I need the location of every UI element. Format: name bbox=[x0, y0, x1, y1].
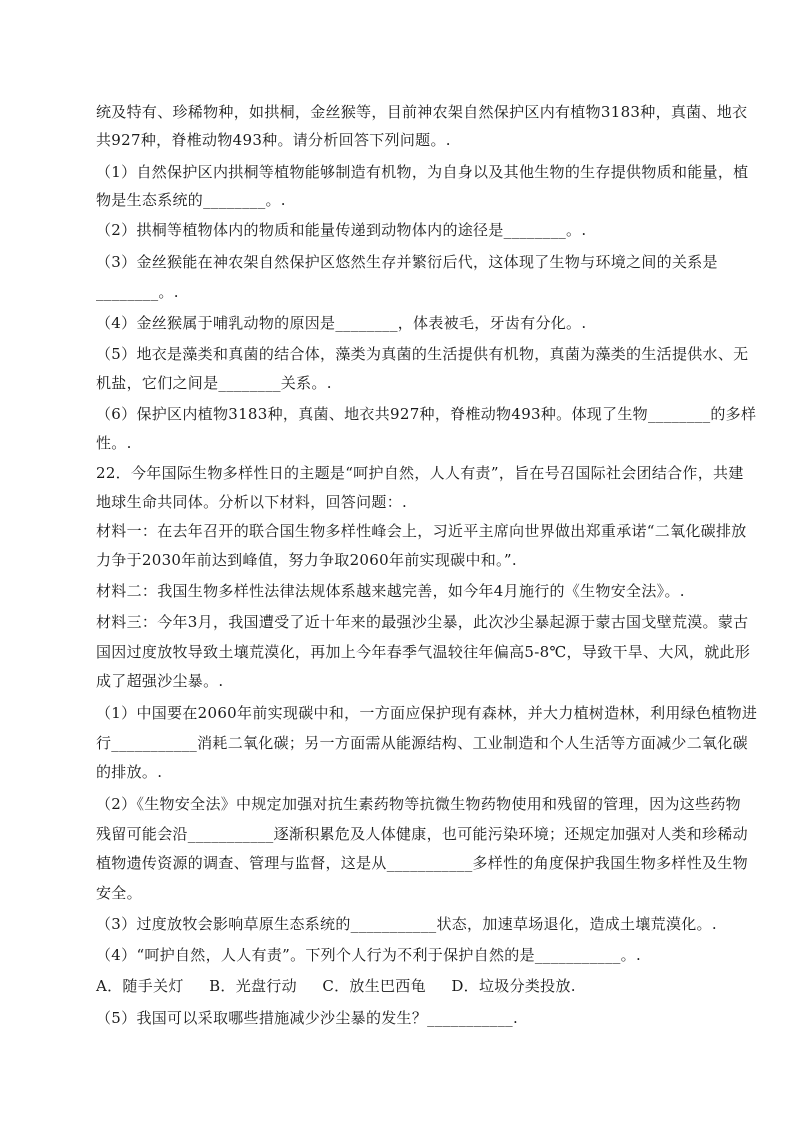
text-line: 国因过度放牧导致土壤荒漠化，再加上今年春季气温较往年偏高5-8℃，导致干旱、大风，就此形 bbox=[96, 643, 751, 661]
text-line: （4）金丝猴属于哺乳动物的原因是________，体表被毛，牙齿有分化。. bbox=[96, 314, 587, 332]
text-line: 地球生命共同体。分析以下材料，回答问题：. bbox=[96, 493, 408, 511]
text-line: 材料一：在去年召开的联合国生物多样性峰会上，习近平主席向世界做出郑重承诺“二氧化碳排放 bbox=[96, 522, 747, 540]
text-line: 力争于2030年前达到峰值，努力争取2060年前实现碳中和。”. bbox=[96, 551, 517, 569]
text-line: 物是生态系统的________。. bbox=[96, 191, 286, 209]
text-line: 机盐，它们之间是________关系。. bbox=[96, 374, 332, 392]
text-line: （3）过度放牧会影响草原生态系统的___________状态，加速草场退化，造成土壤荒漠化。. bbox=[96, 915, 717, 933]
text-line: 性。. bbox=[96, 434, 132, 452]
text-line: 残留可能会沿___________逐渐积累危及人体健康，也可能污染环境；还规定加强对人类和珍稀动 bbox=[96, 825, 748, 843]
text-line: ________。. bbox=[96, 283, 179, 301]
text-line: 22．今年国际生物多样性日的主题是“呵护自然，人人有责”，旨在号召国际社会团结合作，共建 bbox=[96, 464, 744, 482]
text-line: （6）保护区内植物3183种，真菌、地衣共927种，脊椎动物493种。体现了生物________的多样 bbox=[96, 405, 757, 423]
text-line: 材料二：我国生物多样性法律法规体系越来越完善，如今年4月施行的《生物安全法》。. bbox=[96, 582, 685, 600]
text-line: 植物遗传资源的调查、管理与监督，这是从___________多样性的角度保护我国生物多样性及生物 bbox=[96, 854, 748, 872]
text-line: 行___________消耗二氧化碳；另一方面需从能源结构、工业制造和个人生活等方面减少二氧化碳 bbox=[96, 734, 748, 752]
text-line: （4）“呵护自然，人人有责”。下列个人行为不利于保护自然的是___________。. bbox=[96, 946, 642, 964]
text-line: 材料三：今年3月，我国遭受了近十年来的最强沙尘暴，此次沙尘暴起源于蒙古国戈壁荒漠。蒙古 bbox=[96, 613, 749, 631]
text-line: （5）我国可以采取哪些措施减少沙尘暴的发生？___________. bbox=[96, 1009, 519, 1027]
text-line: （1）中国要在2060年前实现碳中和，一方面应保护现有森林，并大力植树造林，利用绿色植物进 bbox=[96, 704, 758, 722]
text-line: 成了超强沙尘暴。. bbox=[96, 672, 224, 690]
text-line: （2）《生物安全法》中规定加强对抗生素药物等抗微生物药物使用和残留的管理，因为这些药物 bbox=[96, 795, 741, 813]
text-line: （5）地衣是藻类和真菌的结合体，藻类为真菌的生活提供有机物，真菌为藻类的生活提供水、无 bbox=[96, 345, 749, 363]
text-line: 统及特有、珍稀物种，如拱桐，金丝猴等，目前神农架自然保护区内有植物3183种，真菌、地衣 bbox=[96, 103, 748, 121]
text-line: 共927种，脊椎动物493种。请分析回答下列问题。. bbox=[96, 131, 451, 149]
text-line: 的排放。. bbox=[96, 763, 163, 781]
text-line: （3）金丝猴能在神农架自然保护区悠然生存并繁衍后代，这体现了生物与环境之间的关系是 bbox=[96, 253, 718, 271]
text-line: （2）拱桐等植物体内的物质和能量传递到动物体内的途径是________。. bbox=[96, 221, 587, 239]
text-line: 安全。 bbox=[96, 884, 142, 902]
text-line: （1）自然保护区内拱桐等植物能够制造有机物，为自身以及其他生物的生存提供物质和能量，植 bbox=[96, 163, 749, 181]
text-line: A．随手关灯 B．光盘行动 C．放生巴西龟 D．垃圾分类投放. bbox=[96, 977, 576, 995]
